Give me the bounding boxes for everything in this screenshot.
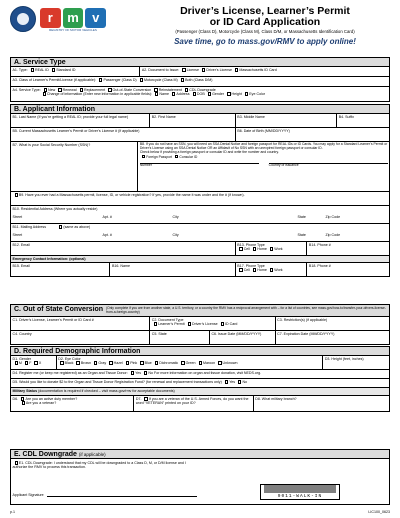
eye-green-checkbox[interactable] <box>181 361 184 364</box>
section-e-body: E1. CDL Downgrade: I understand that my CDL will be downgraded to a Class D, M, or D/M license and I authorize the RMV to process this transaction. Applicant Signature <box>10 459 390 505</box>
logo-letter-r: r <box>40 8 61 28</box>
veteran-checkbox[interactable] <box>22 401 25 404</box>
reinstatement-checkbox[interactable] <box>154 88 157 91</box>
b15-email[interactable]: B15. Email <box>11 263 110 276</box>
class-m-checkbox[interactable] <box>140 78 143 81</box>
b8-number-field[interactable]: Number <box>140 163 259 168</box>
section-b-header: B. Applicant Information <box>10 104 390 114</box>
form-header <box>10 6 390 56</box>
logo-letter-m: m <box>63 8 84 28</box>
b9-previous-ma: B9. Have you ever had a Massachusetts permit, license, ID, or vehicle registration? If yes, provide the name it was under and the # (if known). <box>11 192 389 205</box>
b3-middle-name[interactable]: B3. Middle Name <box>236 114 337 127</box>
form-subtitle: (Passenger (Class D), Motorcycle (Class M), Class D/M, or Massachusetts Identification Card) <box>175 29 355 34</box>
gender-x-checkbox[interactable] <box>34 361 37 364</box>
c3-restrictions[interactable]: C3. Restriction(s) (if applicable) <box>277 318 328 322</box>
c2-document-type: C2. Document Type Learner’s Permit Driver’s License ID Card <box>150 317 275 330</box>
active-duty-checkbox[interactable] <box>21 397 24 400</box>
section-e-header: E. CDL Downgrade (if applicable) <box>10 449 390 459</box>
eye-unknown-checkbox[interactable] <box>218 361 221 364</box>
d5-no-checkbox[interactable] <box>238 380 241 383</box>
applicant-signature-field[interactable] <box>47 493 197 497</box>
b7-ssn[interactable]: B7. What is your Social Security Number (SSN)? <box>11 142 138 191</box>
eye-gray-checkbox[interactable] <box>94 361 97 364</box>
section-d-header: D. Required Demographic Information <box>10 346 390 356</box>
eye-maroon-checkbox[interactable] <box>199 361 202 364</box>
a3-class: A3. Class of Learner’s Permit/License (if applicable): Passenger (Class D) Motorcycle (Class M) Both (Class D/M) <box>12 78 213 82</box>
c4-country[interactable]: C4. Country <box>11 331 150 344</box>
veteran-print-checkbox[interactable] <box>144 397 147 400</box>
consular-id-checkbox[interactable] <box>175 155 178 158</box>
section-b-body <box>10 114 390 277</box>
emergency-contact-header: Emergency Contact Information: (optional) <box>12 257 86 261</box>
ma-id-card-checkbox[interactable] <box>235 68 238 71</box>
class-d-checkbox[interactable] <box>99 78 102 81</box>
ec-home-checkbox[interactable] <box>253 268 256 271</box>
standard-id-checkbox[interactable] <box>52 68 55 71</box>
class-dm-checkbox[interactable] <box>181 78 184 81</box>
home-checkbox[interactable] <box>253 247 256 250</box>
section-c-body <box>10 317 390 345</box>
ec-work-checkbox[interactable] <box>270 268 273 271</box>
real-id-checkbox[interactable] <box>31 68 34 71</box>
form-code: LIC100_0623 <box>368 510 390 514</box>
b6-date-of-birth[interactable]: B6. Date of Birth (MM/DD/YYYY) <box>237 129 290 133</box>
barcode <box>260 484 340 500</box>
rmv-logo <box>40 8 106 34</box>
change-info-checkbox[interactable] <box>43 92 46 95</box>
b16-name[interactable]: B16. Name <box>110 263 235 276</box>
c2-license-checkbox[interactable] <box>188 322 191 325</box>
b8-country-field[interactable]: Country of issuance <box>269 163 388 168</box>
eye-brown-checkbox[interactable] <box>76 361 79 364</box>
a2-document: A2. Document to Issue: License Driver’s License Massachusetts ID Card <box>141 68 277 72</box>
section-a-header: A. Service Type <box>10 57 390 67</box>
change-gender-checkbox[interactable] <box>208 92 211 95</box>
c7-expiration-date[interactable]: C7. Expiration Date (MM/DD/YYYY) <box>277 332 335 336</box>
d6-military: D6. Are you an active duty member? Are you a veteran? <box>11 396 134 411</box>
d4-no-checkbox[interactable] <box>144 371 147 374</box>
b10-residential-address[interactable]: B10. Residential Address (Where you actually reside) Street Apt. # City State Zip Code <box>12 207 341 219</box>
c5-state[interactable]: C5. State <box>150 331 210 344</box>
logo-letter-v: v <box>85 8 106 28</box>
change-eye-checkbox[interactable] <box>245 92 248 95</box>
cdl-downgrade-e1-checkbox[interactable] <box>15 461 18 464</box>
drivers-license-checkbox[interactable] <box>202 68 205 71</box>
b5-license-number[interactable]: B5. Current Massachusetts Learner’s Permit or Driver’s License # (if applicable) <box>11 128 236 141</box>
section-c-title: C. Out of State Conversion <box>14 306 104 314</box>
c1-license-number[interactable]: C1. Driver’s License, Learner’s Permit or ID Card # <box>11 317 150 330</box>
b17-phone-type: B17. Phone Type Cell Home Work <box>236 263 308 276</box>
work-checkbox[interactable] <box>270 247 273 250</box>
c2-idcard-checkbox[interactable] <box>221 322 224 325</box>
eye-hazel-checkbox[interactable] <box>109 361 112 364</box>
b14-phone-number[interactable]: B14. Phone # <box>308 243 331 247</box>
b12-email[interactable]: B12. Email <box>11 242 236 255</box>
online-tagline: Save time, go to mass.gov/RMV to apply online! <box>174 37 356 46</box>
c6-issue-date[interactable]: C6. Issue Date (MM/DD/YYYY) <box>210 331 276 344</box>
gender-f-checkbox[interactable] <box>25 361 28 364</box>
change-height-checkbox[interactable] <box>227 92 230 95</box>
eye-pink-checkbox[interactable] <box>126 361 129 364</box>
b8-no-ssn: B8. If you do not have an SSN, you will need an SSA Denial Notice and foreign passport for REAL IDs or ID Cards. You may apply for a Standard Learner’s Permit or Driver’s License using an SSA Denial Notice OR an Affidavit of No SSN with an unexpired foreign passport or consular ID. Check below if providing a foreign passport or consular ID and write the number and country. Foreign Passport Consular ID Number Country of issuance <box>139 142 388 167</box>
massachusetts-seal-icon <box>10 6 36 32</box>
form-title-line2: or ID Card Application <box>209 16 321 28</box>
foreign-passport-checkbox[interactable] <box>142 155 145 158</box>
change-address-checkbox[interactable] <box>172 92 175 95</box>
d5-yes-checkbox[interactable] <box>225 380 228 383</box>
d7-veteran-print: D7. If you are a veteran of the U.S. Armed Forces, do you want the word “VETERAN” printed on your ID? <box>134 396 253 411</box>
change-name-checkbox[interactable] <box>155 92 158 95</box>
ec-cell-checkbox[interactable] <box>239 268 242 271</box>
b4-suffix[interactable]: B4. Suffix <box>338 115 355 119</box>
barcode-text: 9011-WALK-IN <box>277 493 323 499</box>
eye-dichromatic-checkbox[interactable] <box>155 361 158 364</box>
cdl-downgrade-checkbox[interactable] <box>185 88 188 91</box>
eye-blue-checkbox[interactable] <box>140 361 143 364</box>
page-number: p.1 <box>10 510 15 514</box>
d1-gender: D1. Gender M F X <box>11 356 57 369</box>
replacement-checkbox[interactable] <box>80 88 83 91</box>
b18-phone-number[interactable]: B18. Phone # <box>308 264 331 268</box>
barcode-bars <box>264 485 336 493</box>
b9-checkbox[interactable] <box>15 193 18 196</box>
d4-organ-donor: D4. Register me (or keep me registered) as an Organ and Tissue Donor: Yes No For more information on organ and tissue donation, visit NEDS.org. <box>12 371 262 375</box>
out-of-state-checkbox[interactable] <box>108 88 111 91</box>
d5-donate: D5. Would you like to donate $2 to the Organ and Tissue Donor Registration Fund? (for renewal and replacement transactions only) Yes No <box>12 380 248 384</box>
a4-service: A4. Service Type: New Renewal Replacement Out-of-State Conversion Reinstatement CDL Downgrade Change of information (Enter new information in applicable fields): Name Address DOB Gender Height Eye Color <box>12 88 266 97</box>
cell-checkbox[interactable] <box>239 247 242 250</box>
b2-first-name[interactable]: B2. First Name <box>150 114 236 127</box>
logo-subtitle: REGISTRY OF MOTOR VEHICLES <box>49 28 97 32</box>
section-a-body <box>10 67 390 102</box>
eye-black-checkbox[interactable] <box>60 361 63 364</box>
d8-military-branch[interactable]: D8. What military branch? <box>255 397 297 401</box>
section-c-note: (Only complete if you are from another state, a U.S. territory, or a country the RMV has a reciprocal arrangement with – for a list of countries, see mass.gov/how-to/transfer-your-drivers-license-from-a-foreign-country) <box>106 305 386 314</box>
same-as-above-checkbox[interactable] <box>59 225 62 228</box>
military-status-header: Military Status (documentation is required if checked – visit mass.gov/rmv for acceptable documents) <box>12 389 175 393</box>
gender-m-checkbox[interactable] <box>15 361 18 364</box>
a1-type: A1. Type: REAL ID Standard ID <box>11 67 140 76</box>
renewal-checkbox[interactable] <box>58 88 61 91</box>
b1-last-name[interactable]: B1. Last Name (If you’re getting a REAL ID; provide your full legal name) <box>11 114 150 127</box>
d4-yes-checkbox[interactable] <box>131 371 134 374</box>
form-title-line1: Driver’s License, Learner’s Permit <box>180 5 350 17</box>
license-checkbox[interactable] <box>182 68 185 71</box>
d3-height[interactable]: D3. Height (feet, inches) <box>324 357 364 361</box>
new-checkbox[interactable] <box>44 88 47 91</box>
b11-mailing-address[interactable]: B11. Mailing Address (same as above) Street Apt. # City State Zip Code <box>12 225 341 237</box>
change-dob-checkbox[interactable] <box>193 92 196 95</box>
b13-phone-type: B13. Phone Type Cell Home Work <box>236 242 308 255</box>
section-c-header <box>10 304 390 317</box>
section-d-body <box>10 356 390 412</box>
d2-eye-color: D2. Eye Color Black Brown Gray Hazel Pink Blue Dichromatic Green Maroon Unknown <box>57 356 324 369</box>
c2-permit-checkbox[interactable] <box>154 322 157 325</box>
